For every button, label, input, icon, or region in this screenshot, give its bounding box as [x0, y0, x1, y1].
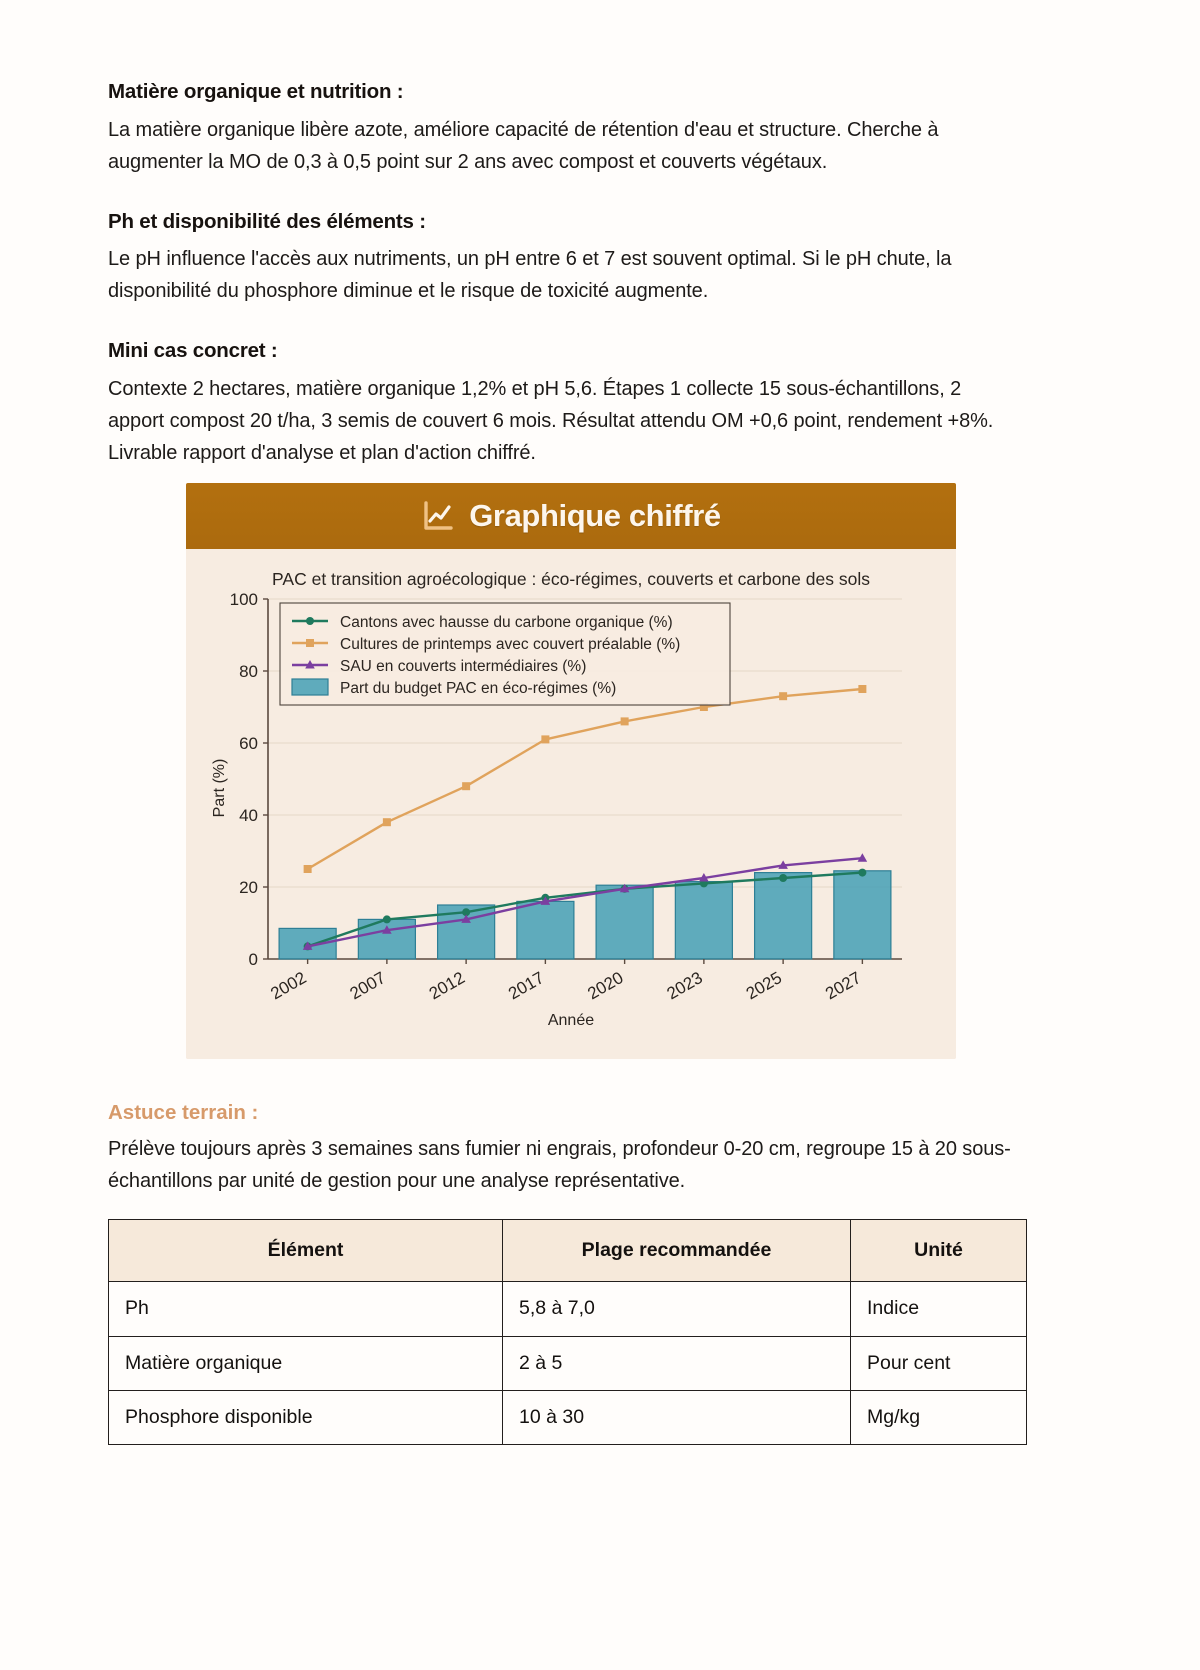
line-chart-icon [421, 499, 455, 533]
section-mini-cas-concret [108, 337, 1092, 469]
chart-point [779, 692, 787, 700]
chart-legend-label: SAU en couverts intermédiaires (%) [340, 658, 587, 676]
chart-point [383, 818, 391, 826]
chart-plot-area [186, 549, 956, 1059]
table-row [109, 1391, 1027, 1445]
chart-point [304, 865, 312, 873]
chart-x-tick-label: 2007 [346, 968, 389, 1004]
chart-point [779, 874, 787, 882]
svg-text:60: 60 [239, 734, 258, 754]
chart-bar [834, 871, 891, 959]
chart-point [541, 735, 549, 743]
chart-point [858, 685, 866, 693]
section-ph-disponibilite [108, 208, 1092, 308]
chart-x-tick-label: 2017 [505, 968, 548, 1004]
chart-x-tick-label: 2025 [742, 968, 786, 1004]
table-cell-range: 2 à 5 [503, 1336, 851, 1390]
svg-text:40: 40 [239, 806, 258, 826]
section-body: La matière organique libère azote, améliore capacité de rétention d'eau et structure. Cherche à augmenter la MO de 0,3 à 0,5 point sur 2 ans avec compost et couverts végétaux. [108, 118, 939, 173]
table-header-cell: Plage recommandée [503, 1220, 851, 1282]
table-header-cell: Élément [109, 1220, 503, 1282]
table-cell-element: Phosphore disponible [109, 1391, 503, 1445]
chart-bar [755, 873, 812, 959]
table-cell-element: Matière organique [109, 1336, 503, 1390]
svg-text:20: 20 [239, 878, 258, 898]
table-header-cell: Unité [851, 1220, 1027, 1282]
svg-text:100: 100 [229, 590, 258, 610]
chart-point [462, 782, 470, 790]
chart-title: PAC et transition agroécologique : éco-régimes, couverts et carbone des sols [272, 569, 870, 590]
astuce-title: Astuce terrain : [108, 1101, 259, 1125]
chart-x-tick-label: 2023 [663, 968, 706, 1004]
chart-x-tick-label: 2027 [822, 968, 865, 1004]
svg-text:0: 0 [248, 950, 258, 970]
chart-bar [675, 882, 732, 959]
table-row [109, 1282, 1027, 1336]
chart-bar [596, 885, 653, 959]
chart-legend [280, 603, 730, 705]
table-cell-unit: Mg/kg [851, 1391, 1027, 1445]
chart-bar [517, 901, 574, 959]
svg-text:80: 80 [239, 662, 258, 682]
table-cell-range: 10 à 30 [503, 1391, 851, 1445]
chart-legend-label: Cultures de printemps avec couvert préalable (%) [340, 636, 681, 654]
section-body: Le pH influence l'accès aux nutriments, un pH entre 6 et 7 est souvent optimal. Si le pH chute, la disponibilité du phosphore diminue et le risque de toxicité augmente. [108, 248, 952, 303]
table-cell-element: Ph [109, 1282, 503, 1336]
section-title: Ph et disponibilité des éléments : [108, 209, 426, 233]
chart-svg [202, 563, 940, 1033]
table-cell-unit: Pour cent [851, 1336, 1027, 1390]
astuce-body: Prélève toujours après 3 semaines sans fumier ni engrais, profondeur 0-20 cm, regroupe 15 à 20 sous-échantillons par unité de gestion pour une analyse représentative. [108, 1138, 1011, 1193]
chart-card-title: Graphique chiffré [469, 498, 721, 534]
chart-card-header [186, 483, 956, 549]
table-cell-range: 5,8 à 7,0 [503, 1282, 851, 1336]
chart-x-tick-label: 2012 [425, 968, 469, 1004]
table-cell-unit: Indice [851, 1282, 1027, 1336]
chart-x-tick-label: 2020 [584, 968, 627, 1004]
table-row [109, 1336, 1027, 1390]
chart-x-tick-label: 2002 [267, 968, 310, 1004]
chart-point [621, 717, 629, 725]
section-title: Matière organique et nutrition : [108, 80, 404, 103]
section-title: Mini cas concret : [108, 339, 278, 363]
section-matiere-organique [108, 78, 1092, 178]
table-header-row [109, 1220, 1027, 1282]
chart-legend-label: Part du budget PAC en éco-régimes (%) [340, 680, 617, 698]
chart-x-axis-label: Année [547, 1012, 595, 1030]
chart-point [383, 915, 391, 923]
chart-y-axis-label: Part (%) [211, 758, 228, 818]
chart-point [858, 869, 866, 877]
section-astuce-terrain [108, 1101, 1092, 1197]
recommendations-table [108, 1219, 1027, 1445]
section-body: Contexte 2 hectares, matière organique 1,2% et pH 5,6. Étapes 1 collecte 15 sous-échantillons, 2 apport compost 20 t/ha, 3 semis de couvert 6 mois. Résultat attendu OM +0,6 point, rendement +8%. Livrable rapport d'analyse et plan d'action chiffré. [108, 378, 994, 465]
chart-legend-label: Cantons avec hausse du carbone organique (%) [340, 614, 673, 632]
chart-card [186, 483, 956, 1059]
